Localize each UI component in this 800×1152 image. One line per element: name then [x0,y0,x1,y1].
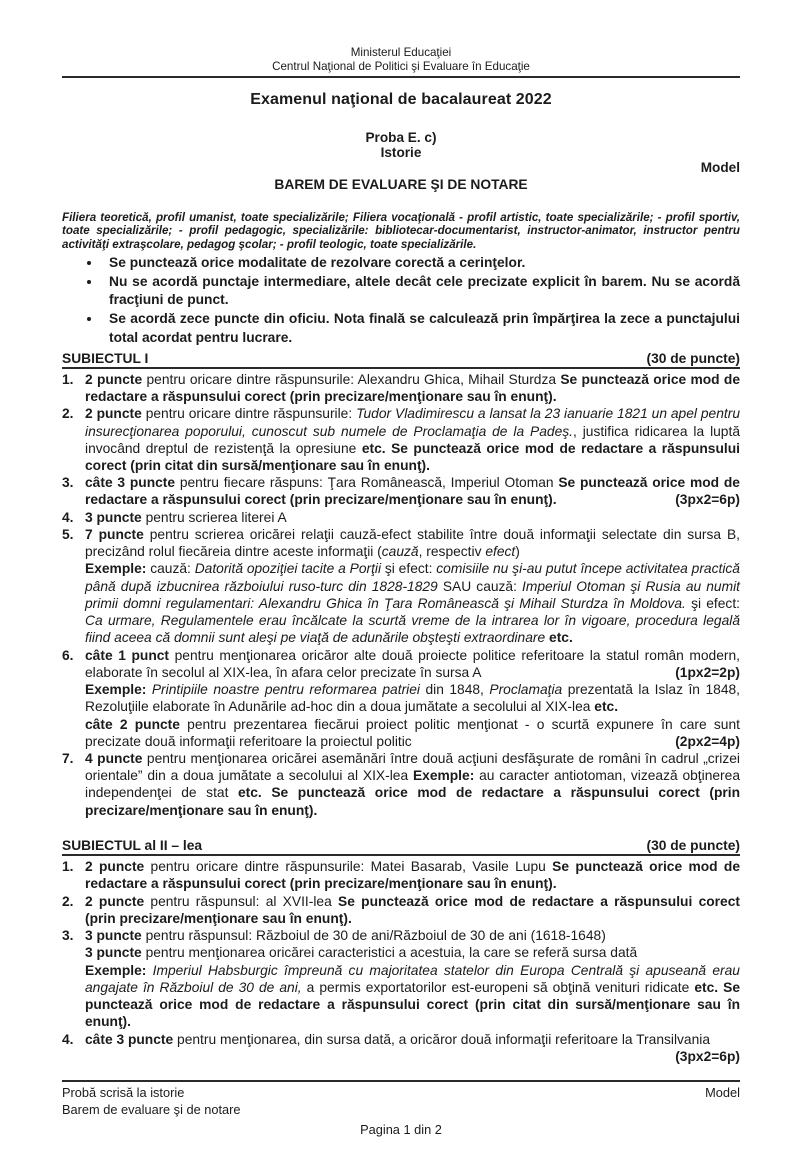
text-run: Tudor Vladimirescu a lansat la 23 ianuarie 1821 un apel pentru insurecţionarea poporului, cunoscut sub numele de Proclamaţia de la Padeş. [85,406,740,439]
section-heading [62,350,740,369]
barem-item [62,371,740,405]
points-value: (2px2=4p) [675,733,740,749]
item-paragraph [85,716,740,750]
text-run: pentru prezentarea fiecărui proiect politic menţionat - o scurtă expunere în care sunt precizate două informaţii referitoare la proiectul politic [85,716,740,749]
document-header [62,46,740,78]
item-body [85,526,740,647]
text-run: 2 puncte [85,371,143,387]
item-paragraph [85,560,740,646]
item-paragraph [85,526,740,560]
text-run: pentru menţionarea oricărei asemănări între două acţiuni desfăşurate de români în cadrul „crizei orientale” din a doua jumătate a secolului al XIX-lea [85,750,740,784]
document-footer [62,1080,740,1139]
points-value: (3px2=6p) [675,1048,740,1064]
text-run: Se punctează orice mod de redactare a răspunsului corect (prin precizare/menţionare sau în enunţ). [85,475,740,508]
text-run: pentru răspunsul: al XVII-lea [144,893,339,909]
sections-container [62,350,740,1065]
item-body [85,647,740,750]
text-run: ) [515,544,520,560]
text-run: etc. [594,699,619,715]
text-run: prezentată la Islaz în 1848, Rezoluţiile elaborate în Adunările ad-hoc din a doua jumătate a secolului al XIX-lea [85,682,740,715]
item-paragraph [85,1031,740,1064]
text-run: Imperiul Habsburgic împreună cu majoritatea statelor din Europa Centrală şi apuseană erau angajate în Războiul de 30 de ani, [85,962,740,995]
text-run: 2 puncte [85,859,145,875]
item-number: 2. [62,406,74,422]
text-run: 2 puncte [85,406,142,422]
footer-model-label: Model [705,1085,740,1101]
text-run: pentru oricare dintre răspunsurile: Matei Basarab, Vasile Lupu [144,859,553,875]
text-run: câte 1 punct [85,647,170,663]
text-run: şi efect: [381,561,437,577]
text-run: 3 puncte [85,928,142,944]
text-run: cauză: [146,561,195,577]
item-body [85,474,740,508]
barem-item [62,750,740,819]
text-run: pentru oricare dintre răspunsurile: [141,406,357,422]
barem-item [62,474,740,508]
item-body [85,858,740,892]
text-run: cauză [381,544,419,560]
barem-title: BAREM DE EVALUARE ŞI DE NOTARE [274,177,528,193]
text-run: pentru oricare dintre răspunsurile: Alexandru Ghica, Mihail Sturdza [142,371,561,387]
text-run: pentru răspunsul: Războiul de 30 de ani/Războiul de 30 de ani (1618-1648) [141,928,606,944]
item-paragraph [85,893,740,927]
item-list [62,856,740,1065]
text-run: şi efect: [685,595,740,611]
text-run: Exemple: [412,768,475,784]
text-run: Se punctează orice mod de redactare a răspunsului corect (prin precizare/menţionare sau în enunţ). [85,371,740,405]
barem-item [62,647,740,750]
section [62,350,740,819]
text-run: Ca urmare, Regulamentele erau încălcate la scurtă vreme de la intrarea lor în vigoare, procedura legală fiind aceea că domnii sunt aleşi pe viaţă de adunările obşteşti extraordinare [85,613,740,646]
item-paragraph [85,681,740,715]
item-paragraph [85,405,740,474]
text-run: a permis exportatorilor est-europeni să obţină venituri ridicate [301,979,695,995]
footer-row [62,1085,740,1102]
item-paragraph [85,647,740,681]
text-run: , justifica ridicarea la luptă invocând dreptul de rezistenţă la opresiune [85,423,740,456]
text-run: etc. [549,630,573,646]
text-run: pentru menţionarea, din sursa dată, a oricăror două informaţii referitoare la Transilvania [173,1031,711,1047]
text-run: câte 3 puncte [85,475,176,491]
text-run: 3 puncte [85,509,142,525]
text-run: pentru scrierea literei A [141,509,287,525]
text-run: 7 puncte [85,526,144,542]
item-paragraph [85,962,740,1031]
text-run: pentru menţionarea oricărei caracteristici a acestuia, la care se referă sursa dată [141,945,638,961]
item-paragraph [85,474,740,508]
text-run: Printipiile noastre pentru reformarea patriei [151,682,420,698]
text-run: etc. Se punctează orice mod de redactare a răspunsului corect (prin precizare/menţionare sau în enunţ). [85,785,740,818]
points-value: (3px2=6p) [675,492,740,508]
text-run: 4 puncte [85,750,143,766]
text-run: etc. Se punctează orice mod de redactare a răspunsului corect (prin citat din sursă/menţionare sau în enunţ). [85,979,740,1030]
text-run: Exemple: [85,682,147,698]
proba-label: Proba E. c) [365,130,437,146]
section-points: (30 de puncte) [646,837,740,853]
text-run: Se punctează orice mod de redactare a răspunsului corect (prin precizare/menţionare sau în enunţ). [85,893,740,926]
text-run: Datorită opoziţiei tacite a Porţii [194,561,382,577]
item-number: 5. [62,526,74,542]
section-heading [62,837,740,856]
general-rule-item: • Nu se acordă punctaje intermediare, altele decât cele precizate explicit în barem. Nu se acordă fracţiuni de punct. [102,273,740,311]
section [62,837,740,1065]
points-value: (1px2=2p) [675,664,740,680]
text-run: etc. Se punctează orice mod de redactare a răspunsului corect (prin citat din sursă/menţionare sau în enunţ). [85,440,740,473]
item-number: 2. [62,893,74,909]
item-number: 6. [62,647,74,663]
text-run: Imperiul Otoman şi Rusia au numit primii domni regulamentari: Alexandru Ghica în Ţara Românească şi Mihail Sturdza în Moldova. [85,578,740,611]
item-body [85,405,740,474]
item-number: 7. [62,750,74,766]
item-paragraph [85,371,740,405]
item-number: 1. [62,371,74,387]
footer-barem-label: Barem de evaluare şi de notare [62,1101,241,1117]
section-points: (30 de puncte) [646,350,740,366]
text-run: Exemple: [85,561,147,577]
text-run: comisiile nu şi-au putut începe activitatea practică până după izbucnirea războiului ruso-turc din 1828-1829 [85,561,740,594]
text-run: din 1848, [419,682,490,698]
item-number: 3. [62,475,74,491]
text-run: câte 2 puncte [85,716,180,732]
item-body [85,927,740,1030]
barem-item [62,509,740,526]
subject-label: Istorie [380,145,422,161]
section-title: SUBIECTUL al II – lea [62,837,203,853]
text-run: , respectiv [418,544,486,560]
barem-item [62,405,740,474]
item-list [62,369,740,819]
barem-item [62,858,740,892]
text-run: SAU cauză: [437,578,523,594]
item-body [85,371,740,405]
item-body [85,893,740,927]
text-run: Proclamaţia [489,682,563,698]
barem-item [62,526,740,647]
section-title: SUBIECTUL I [62,350,149,366]
footer-proba-label: Probă scrisă la istorie [62,1085,185,1101]
model-label: Model [700,160,740,176]
filiera-note: Filiera teoretică, profil umanist, toate specializările; Filiera vocaţională - profil artistic, toate specializările; - profil sportiv, toate specializările; - profil pedagogic, specializările: bibliotecar-documentarist, instructor-animator, instructor pentru activităţi extraşcolare, pedagog şcolar; - profil teologic, toate specializările. [62,211,740,251]
item-paragraph [85,509,740,526]
general-rule-item: • Se acordă zece puncte din oficiu. Nota finală se calculează prin împărţirea la zece a punctajului total acordat pentru lucrare. [102,310,740,348]
item-paragraph [85,750,740,819]
text-run: Se punctează orice mod de redactare a răspunsului corect (prin precizare/menţionare sau în enunţ). [85,859,740,892]
item-body [85,750,740,819]
item-paragraph [85,927,740,944]
barem-item [62,893,740,927]
item-number: 3. [62,928,74,944]
ministry-name: Ministerul Educaţiei [350,46,452,59]
center-name: Centrul Naţional de Politici şi Evaluare în Educaţie [272,60,530,74]
exam-title: Examenul naţional de bacalaureat 2022 [250,91,552,109]
text-run: pentru fiecare răspuns: Ţara Românească, Imperiul Otoman [175,475,559,491]
text-run: pentru menţionarea oricăror alte două proiecte politice referitoare la statul român modern, elaborate în secolul al XIX-lea, în afara celor precizate în sursa A [85,647,740,680]
item-number: 4. [62,509,74,525]
item-number: 4. [62,1031,74,1047]
text-run: au caracter antiotoman, vizează obţinerea independenţei de stat [85,768,740,801]
text-run: Exemple: [85,962,147,978]
text-run: 2 puncte [85,893,145,909]
barem-item [62,1031,740,1065]
text-run: câte 3 puncte [85,1031,174,1047]
item-paragraph [85,858,740,892]
text-run: 3 puncte [85,945,142,961]
page-number: Pagina 1 din 2 [360,1122,442,1138]
item-body [85,1031,740,1065]
general-rules-list [62,254,740,348]
text-run: pentru scrierea oricărei relaţii cauză-efect stabilite între două informaţii selectate din sursa B, precizând rolul fiecăreia dintre aceste informaţii ( [85,526,740,560]
item-number: 1. [62,859,74,875]
item-body [85,509,740,526]
text-run: efect [485,544,516,560]
barem-item [62,927,740,1030]
item-paragraph [85,944,740,961]
general-rule-item: • Se punctează orice modalitate de rezolvare corectă a cerinţelor. [102,254,740,273]
